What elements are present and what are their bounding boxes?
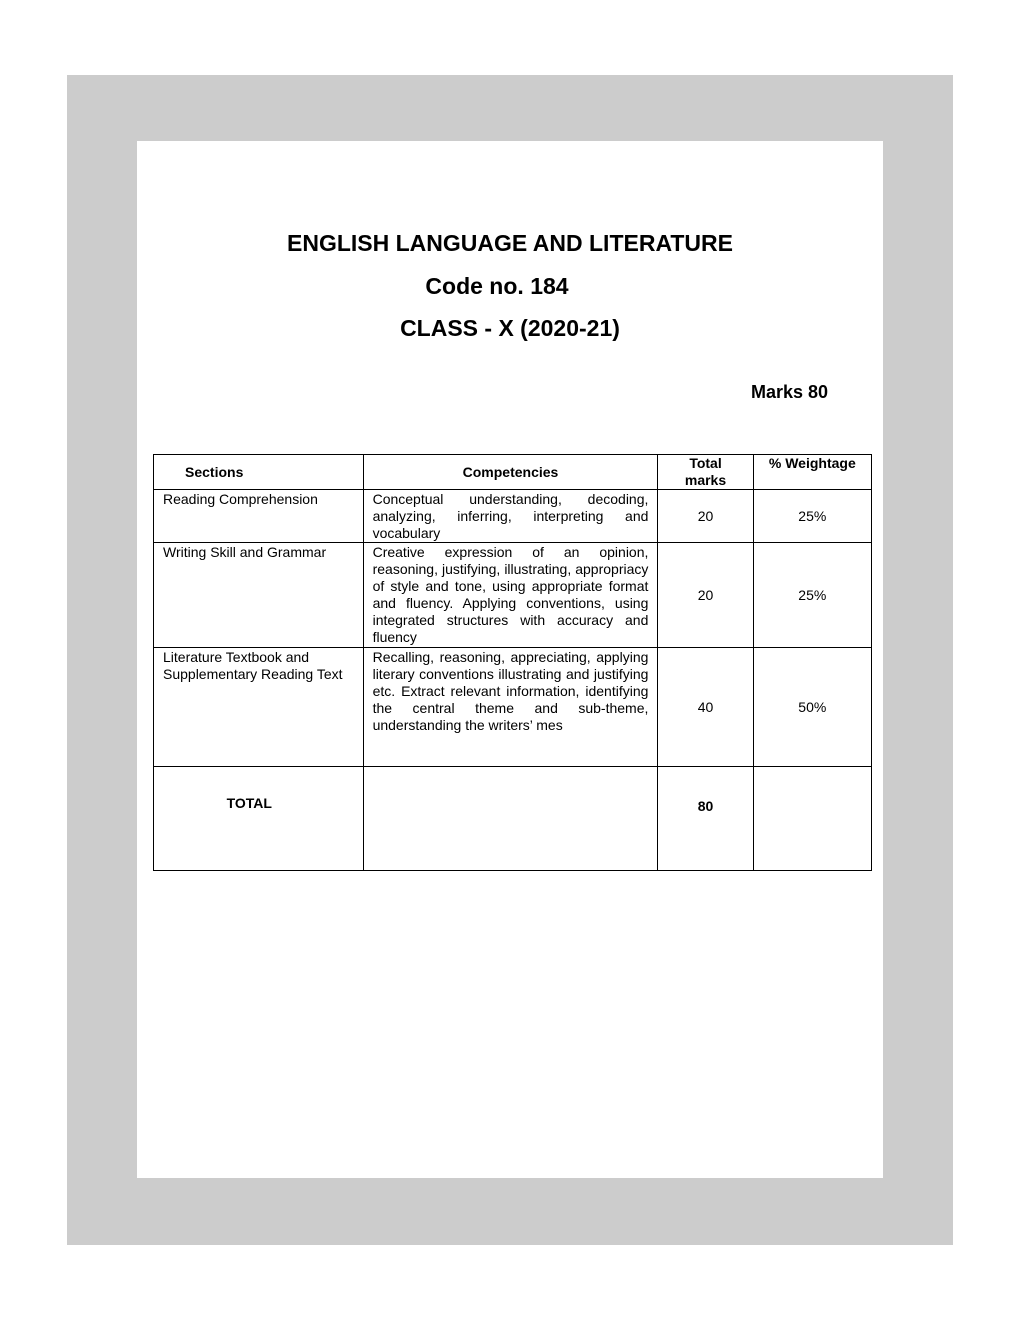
class-label: CLASS - X (2020-21) (400, 315, 620, 341)
max-marks: Marks 80 (751, 382, 829, 402)
competencies-cell: Conceptual understanding, decoding, analyzing, inferring, interpreting and vocabulary (363, 490, 658, 543)
total-marks-cell: 40 (658, 648, 753, 767)
header-competencies: Competencies (363, 455, 658, 490)
subject-code: Code no. 184 (425, 273, 569, 299)
syllabus-table (153, 454, 872, 871)
header-sections: Sections (154, 455, 364, 490)
header-total-marks (658, 455, 753, 490)
total-marks-cell: 20 (658, 543, 753, 648)
total-label: TOTAL (154, 767, 364, 871)
weightage-cell: 50% (753, 648, 871, 767)
table-row (154, 490, 872, 543)
section-cell: Reading Comprehension (154, 490, 364, 543)
total-weightage-empty (753, 767, 871, 871)
total-competencies-empty (363, 767, 658, 871)
header-weightage: % Weightage (753, 455, 871, 490)
total-value: 80 (658, 767, 753, 871)
total-marks-cell: 20 (658, 490, 753, 543)
weightage-cell: 25% (753, 543, 871, 648)
section-cell: Writing Skill and Grammar (154, 543, 364, 648)
table-row (154, 648, 872, 767)
competencies-cell: Creative expression of an opinion, reasoning, justifying, illustrating, appropriacy of style and tone, using appropriate format and fluency. Applying conventions, using integrated structures with accuracy and fluency (363, 543, 658, 648)
total-row (154, 767, 872, 871)
header-total-line2: marks (684, 472, 727, 488)
table-row (154, 543, 872, 648)
section-cell: Literature Textbook and Supplementary Reading Text (154, 648, 364, 767)
header-total-line1: Total (689, 455, 722, 471)
document-title: ENGLISH LANGUAGE AND LITERATURE (287, 230, 733, 256)
weightage-cell: 25% (753, 490, 871, 543)
competencies-cell: Recalling, reasoning, appreciating, applying literary conventions illustrating and justifying etc. Extract relevant information, identifying the central theme and sub-theme, understanding the writers’ mes (363, 648, 658, 767)
table-header-row (154, 455, 872, 490)
